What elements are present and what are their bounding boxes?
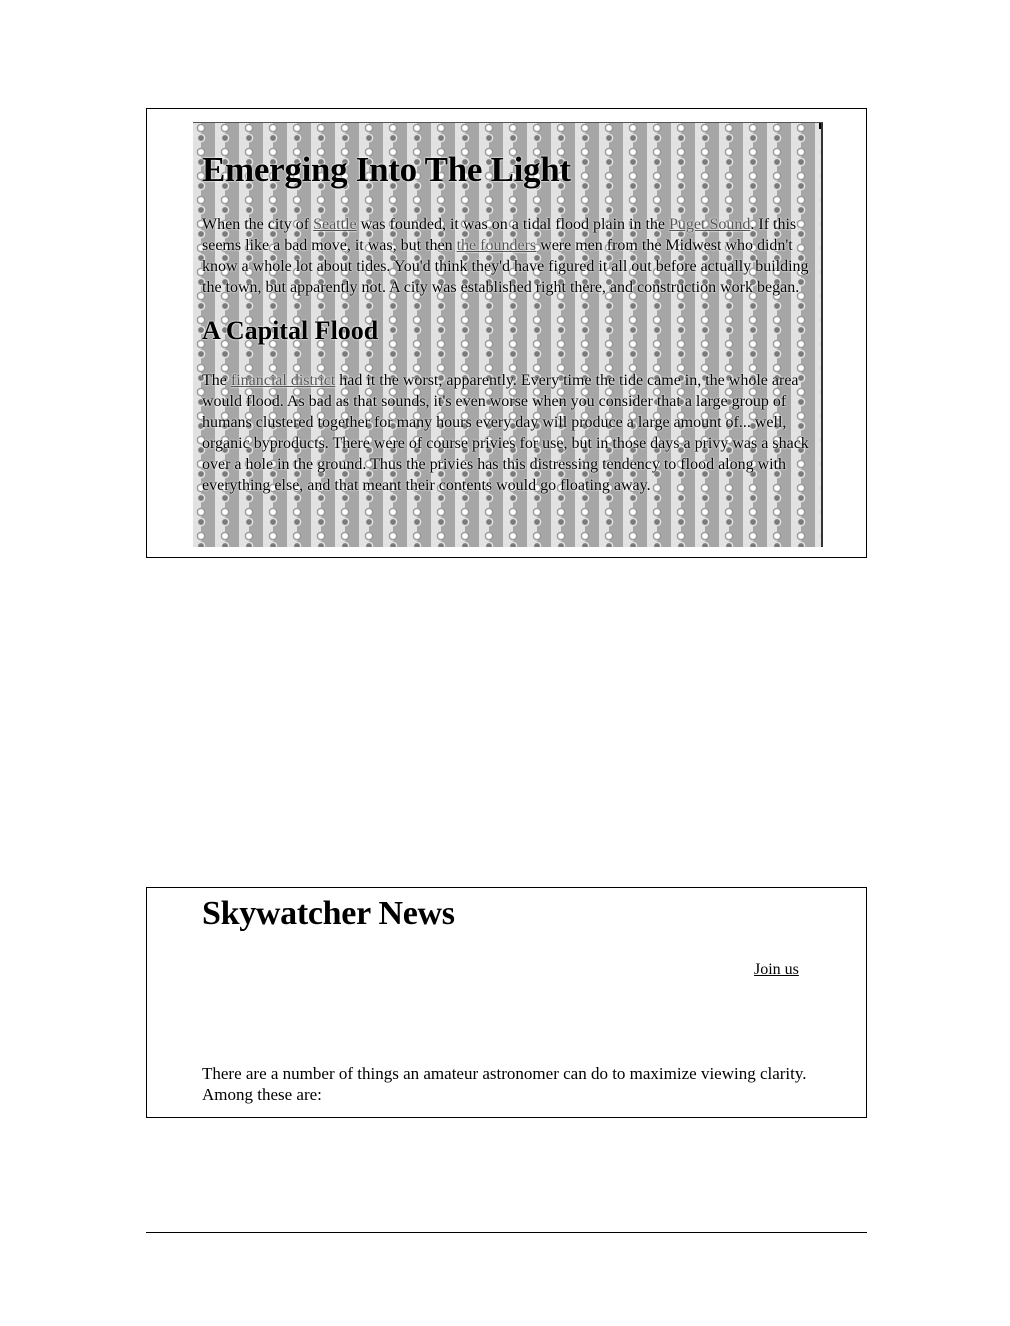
join-us-link[interactable]: Join us <box>754 961 799 978</box>
section-heading: A Capital Flood <box>202 316 379 345</box>
link-financial-district[interactable]: financial district <box>230 372 336 389</box>
article-title: Emerging Into The Light <box>202 150 571 189</box>
paragraph-text: was founded, it was on a tidal flood plain in the <box>356 216 670 233</box>
paragraph-text: were men from the Midwest who didn't know a whole lot about tides. You'd think they'd have figured it all out before actually building the town, but apparently not. A city was established right there, and construction work began. <box>202 237 809 296</box>
article-content <box>202 123 814 496</box>
paragraph-text: . If this seems like a bad move, it was, but then <box>202 216 797 254</box>
paragraph-text: When the city of <box>202 216 314 233</box>
link-puget-sound[interactable]: Puget Sound <box>669 216 751 233</box>
paragraph-financial-district <box>202 370 814 496</box>
news-content <box>202 888 842 1104</box>
link-seattle[interactable]: Seattle <box>313 216 357 233</box>
figure-emerging-into-the-light <box>146 108 867 558</box>
paragraph-seattle-founding <box>202 214 814 298</box>
footer-rule <box>146 1232 867 1233</box>
figure-skywatcher-news <box>146 887 867 1118</box>
paragraph-text: had it the worst, apparently. Every time the tide came in, the whole area would flood. As bad as that sounds, it's even worse when you consider that a large group of humans clustered together for many hours every day will produce a large amount of... well, organic byproducts. There were of course privies for use, but in those days a privy was a shack over a hole in the ground. Thus the privies has this distressing tendency to flood along with everything else, and that meant their contents would go floating away. <box>202 372 809 494</box>
patterned-browser-viewport <box>193 122 823 547</box>
link-the-founders[interactable]: the founders <box>456 237 537 254</box>
news-intro-paragraph: There are a number of things an amateur astronomer can do to maximize viewing clarity. Among these are: <box>202 1064 807 1104</box>
paragraph-text: The <box>202 372 231 389</box>
news-title: Skywatcher News <box>202 895 455 932</box>
